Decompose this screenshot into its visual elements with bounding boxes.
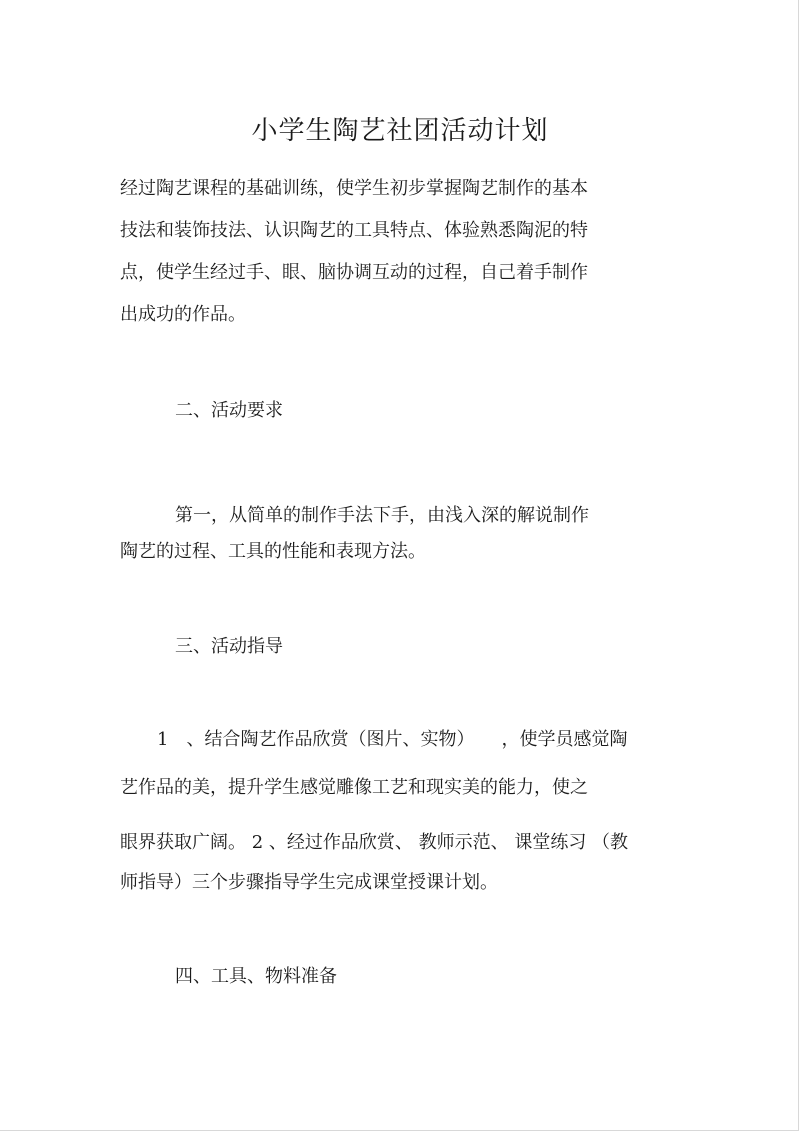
requirements-line: 陶艺的过程、工具的性能和表现方法。 (120, 541, 426, 562)
guidance-line: 艺作品的美，提升学生感觉雕像工艺和现实美的能力，使之 (120, 777, 588, 798)
guidance-line: 师指导）三个步骤指导学生完成课堂授课计划。 (120, 872, 498, 893)
intro-line: 点，使学生经过手、眼、脑协调互动的过程，自己着手制作 (120, 262, 588, 283)
requirements-line: 第一，从简单的制作手法下手，由浅入深的解说制作 (175, 505, 589, 526)
guidance-line: 眼界获取广阔。 2 、经过作品欣赏、 教师示范、 课堂练习 （教 (120, 832, 629, 853)
intro-line: 技法和装饰技法、认识陶艺的工具特点、体验熟悉陶泥的特 (120, 220, 588, 241)
intro-line: 经过陶艺课程的基础训练，使学生初步掌握陶艺制作的基本 (120, 178, 588, 199)
section-heading-guidance: 三、活动指导 (175, 636, 283, 657)
intro-line: 出成功的作品。 (120, 304, 246, 325)
guidance-line: 1 、结合陶艺作品欣赏（图片、实物） ，使学员感觉陶 (157, 729, 628, 750)
section-heading-materials: 四、工具、物料准备 (175, 966, 337, 987)
document-title: 小学生陶艺社团活动计划 (251, 116, 549, 146)
section-heading-requirements: 二、活动要求 (175, 400, 283, 421)
